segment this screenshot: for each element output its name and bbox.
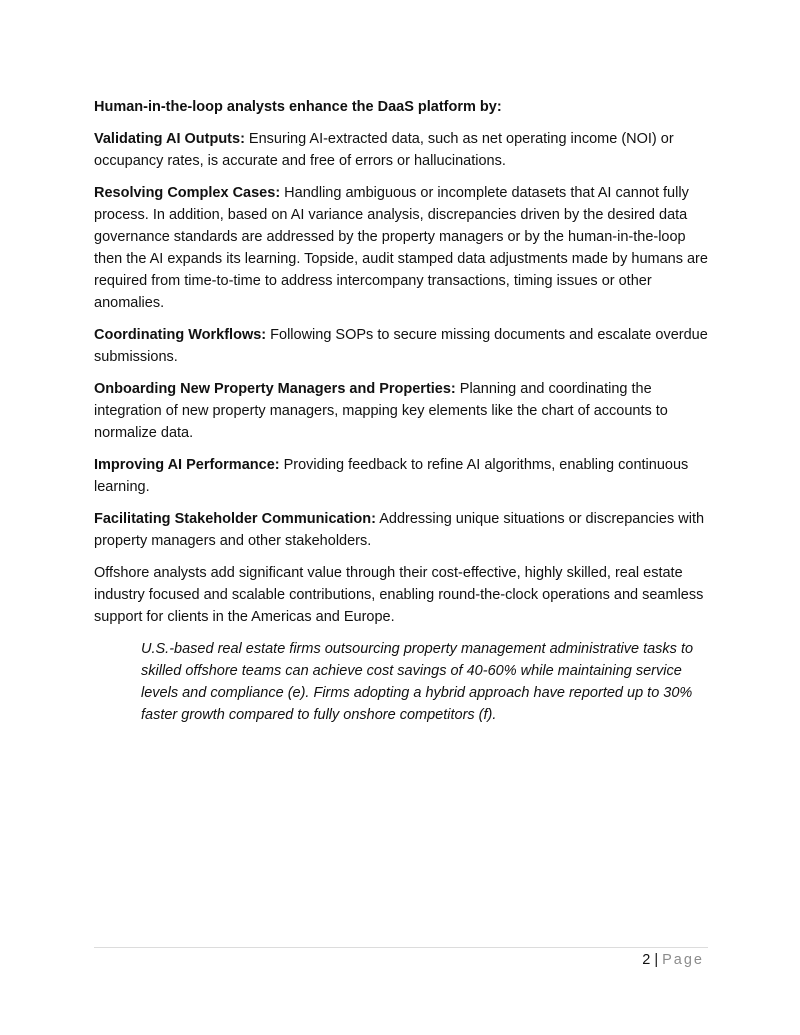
- footer-divider: [94, 947, 708, 948]
- document-body: [94, 96, 712, 726]
- item-improving-ai-performance: [94, 454, 712, 498]
- item-lead: Coordinating Workflows:: [94, 327, 267, 343]
- item-text: Providing feedback to refine AI algorithms, enabling continuous learning.: [94, 457, 689, 495]
- item-lead: Facilitating Stakeholder Communication:: [94, 511, 376, 527]
- item-text: Following SOPs to secure missing documents and escalate overdue submissions.: [94, 327, 708, 365]
- page-label: Page: [662, 952, 704, 968]
- offshore-paragraph: Offshore analysts add significant value through their cost-effective, highly skilled, real estate industry focused and scalable contributions, enabling round-the-clock operations and seamless support for clients in the Americas and Europe.: [94, 565, 704, 625]
- item-stakeholder-communication: [94, 508, 712, 552]
- item-validating-ai-outputs: [94, 128, 712, 172]
- item-lead: Validating AI Outputs:: [94, 131, 245, 147]
- item-lead: Resolving Complex Cases:: [94, 185, 281, 201]
- item-lead: Improving AI Performance:: [94, 457, 280, 473]
- item-resolving-complex-cases: [94, 182, 712, 314]
- item-text: Ensuring AI-extracted data, such as net operating income (NOI) or occupancy rates, is accurate and free of errors or hallucinations.: [94, 131, 674, 169]
- page-number: 2: [642, 952, 651, 968]
- page-footer: [642, 950, 704, 970]
- block-quote: U.S.-based real estate firms outsourcing property management administrative tasks to skilled offshore teams can achieve cost savings of 40-60% while maintaining service levels and compliance (e). Firms adopting a hybrid approach have reported up to 30% faster growth compared to fully onshore competitors (f).: [141, 641, 694, 723]
- item-lead: Onboarding New Property Managers and Properties:: [94, 381, 456, 397]
- item-text: Handling ambiguous or incomplete datasets that AI cannot fully process. In addition, based on AI variance analysis, discrepancies driven by the desired data governance standards are addressed by the property managers or by the human-in-the-loop then the AI expands its learning. Topside, audit stamped data adjustments made by humans are required from time-to-time to address intercompany transactions, timing issues or other anomalies.: [94, 185, 708, 311]
- item-coordinating-workflows: [94, 324, 712, 368]
- footer-separator: |: [650, 952, 663, 968]
- item-text: Addressing unique situations or discrepancies with property managers and other stakeholders.: [94, 511, 705, 549]
- item-onboarding: [94, 378, 712, 444]
- section-heading: Human-in-the-loop analysts enhance the DaaS platform by:: [94, 99, 502, 115]
- item-text: Planning and coordinating the integration of new property managers, mapping key elements like the chart of accounts to normalize data.: [94, 381, 668, 441]
